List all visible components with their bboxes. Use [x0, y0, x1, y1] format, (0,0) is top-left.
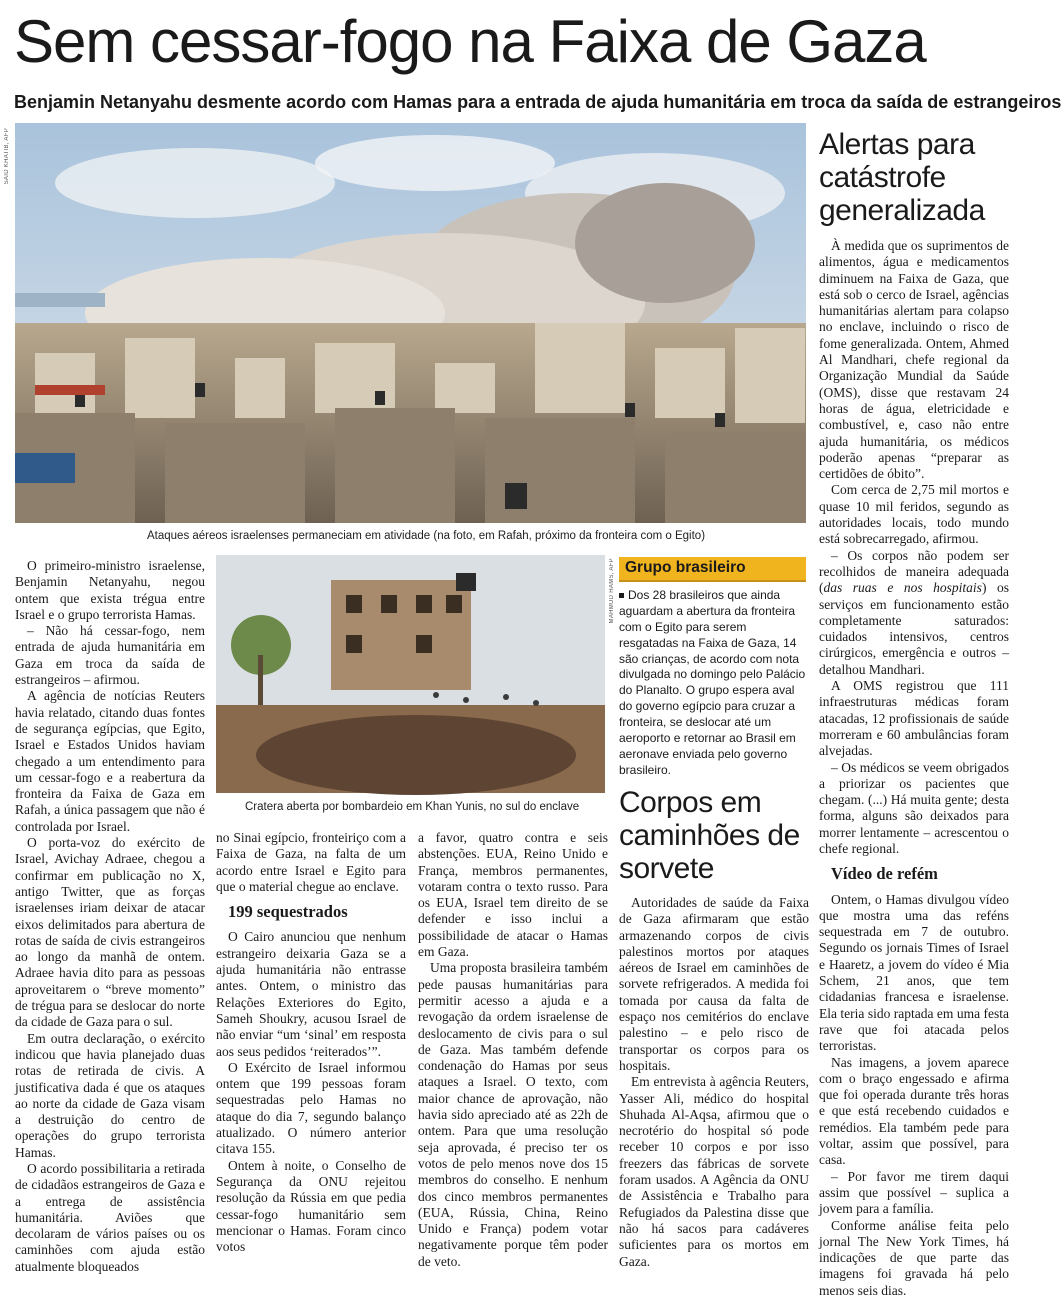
subheadline: Benjamin Netanyahu desmente acordo com Hamas para a entrada de ajuda humanitária em troca da saída de estrangeiros — [14, 92, 1061, 112]
paragraph: Uma proposta brasileira também pede pausas humanitárias para permitir acesso a ajuda e a revogação da ordem israelense de deslocamento de civis para o sul de Gaza. Mas também defende condenação do Hamas por seus ataques a Israel. O texto, com maior chance de aprovação, não havia sido apreciado até as 22h de ontem. Para que uma resolução seja aprovada, é preciso ter os votos de pelo menos nove dos 15 membros do conselho. E nenhum dos cinco membros permanentes (EUA, Rússia, China, Reino Unido e França) podem votar negativamente porque têm poder de veto. — [418, 960, 608, 1269]
paragraph: Com cerca de 2,75 mil mortos e quase 10 mil feridos, segundo as autoridades locais, todo mundo está sobrecarregado, afirmou. — [819, 482, 1009, 547]
paragraph: O Cairo anunciou que nenhum estrangeiro deixaria Gaza se a ajuda humanitária não entrasse antes. Ontem, o ministro das Relações Exteriores do Egito, Sameh Shoukry, acusou Israel de não enviar “um ‘sinal’ em resposta aos seus pedidos ‘reiterados’”. — [216, 929, 406, 1059]
alertas-headline: Alertas para catástrofe generalizada — [819, 128, 985, 227]
paragraph: – Por favor me tirem daqui assim que possível – suplica a jovem para a família. — [819, 1168, 1009, 1217]
paragraph: Em entrevista à agência Reuters, Yasser Ali, médico do hospital Shuhada Al-Aqsa, afirmou que o necrotério do hospital só pode receber 10 corpos e por isso freezers das fábricas de sorvete foram usados. A Agência da ONU de Assistência e Trabalho para Refugiados da Palestina disse que não há sacos para cadáveres suficientes para os mortos em Gaza. — [619, 1074, 809, 1269]
alertas-story — [819, 238, 1009, 1298]
paragraph: Em outra declaração, o exército indicou que havia planejado duas rotas de retirada de civis. A justificativa dada é que os ataques ao norte da cidade de Gaza visam a destruição do centro de operações do grupo terrorista Hamas. — [15, 1030, 205, 1160]
main-photo — [15, 123, 806, 523]
paragraph: Ontem à noite, o Conselho de Segurança da ONU rejeitou resolução da Rússia em que pedia cessar-fogo humanitário sem mencionar o Hamas. Foram cinco votos — [216, 1157, 406, 1255]
crater-caption: Cratera aberta por bombardeio em Khan Yunis, no sul do enclave — [245, 801, 580, 813]
text-run: ) os serviços em funcionamento estão completamente saturados: cuidados intensivos, centros cirúrgicos, emergência e outros – detalhou Mandhari. — [819, 580, 1009, 677]
photo-caption: Ataques aéreos israelenses permaneciam em atividade (na foto, em Rafah, próximo da fronteira com o Egito) — [147, 530, 706, 542]
paragraph: Conforme análise feita pelo jornal The New York Times, há indicações de que parte das imagens foi gravada há pelo menos seis dias. — [819, 1217, 1009, 1298]
paragraph: Ontem, o Hamas divulgou vídeo que mostra uma das reféns sequestrada em 7 de outubro. Segundo os jornais Times of Israel e Haaretz, a jovem do vídeo é Mia Schem, 21 anos, que tem cidadanias francesa e israelense. Ela teria sido raptada em uma festa rave que foi atacada pelos terroristas. — [819, 891, 1009, 1054]
photo-credit: SAID KHATIB, AFP — [4, 128, 10, 185]
paragraph: Autoridades de saúde da Faixa de Gaza afirmaram que estão armazenando corpos de civis palestinos mortos por ataques aéreos de Israel em caminhões de sorvete refrigerados. A medida foi tomada por causa da falta de espaço nos cemitérios do enclave palestino – e pelo risco de transportar os corpos para os hospitais. — [619, 895, 809, 1073]
headline: Sem cessar-fogo na Faixa de Gaza — [14, 8, 926, 75]
paragraph: A OMS registrou que 111 infraestruturas médicas foram atacadas, 12 profissionais de saúde morreram e 60 ambulâncias foram alvejadas. — [819, 678, 1009, 759]
paragraph — [819, 548, 1009, 678]
paragraph: O primeiro-ministro israelense, Benjamin Netanyahu, negou ontem que exista trégua entre Israel e o grupo terrorista Hamas. — [15, 558, 205, 622]
box-title: Grupo brasileiro — [619, 557, 806, 582]
main-story-col3 — [418, 830, 608, 1269]
paragraph: À medida que os suprimentos de alimentos, água e medicamentos diminuem na Faixa de Gaza, que está sob o cerco de Israel, agências humanitárias alertam para colapso no enclave, incluindo o risco de fome generalizada. Ontem, Ahmed Al Mandhari, chefe regional da Organização Mundial da Saúde (OMS), disse que restavam 24 horas de água, eletricidade e combustível, e, caso não entre ajuda humanitária, os médicos poderão apenas “preparar as certidões de óbito”. — [819, 238, 1009, 482]
text-run-italic: das ruas e nos hospitais — [823, 580, 982, 596]
paragraph: A agência de notícias Reuters havia relatado, citando duas fontes de segurança egípcias, que Egito, Israel e Estados Unidos haviam chegado a um entendimento para um cessar-fogo e a reabertura da fronteira da Faixa de Gaza em Rafah, a única passagem que não é controlada por Israel. — [15, 688, 205, 834]
text-run: – Os corpos não podem ser recolhidos de maneira adequada ( — [819, 547, 1009, 596]
box-text: Dos 28 brasileiros que ainda aguardam a abertura da fronteira com o Egito para serem resgatadas na Faixa de Gaza, 14 são crianças, de acordo com nota divulgada no domingo pelo Palácio do Planalto. O grupo espera aval do governo egípcio para cruzar a fronteira, se deslocar até um aeroporto e retornar ao Brasil em aeronave enviada pelo governo brasileiro. — [619, 587, 806, 777]
main-story-col1 — [15, 558, 205, 1274]
paragraph: Nas imagens, a jovem aparece com o braço engessado e afirma que foi operada durante três horas e que está recebendo cuidados e remédios. Ela também pede para voltar, assim que possível, para casa. — [819, 1054, 1009, 1168]
paragraph: – Não há cessar-fogo, nem entrada de ajuda humanitária em Gaza em troca da saída de estrangeiros – afirmou. — [15, 623, 205, 688]
crater-photo — [216, 555, 605, 793]
subhead-sequestrados: 199 sequestrados — [228, 902, 348, 922]
box-text-wrap — [619, 588, 806, 779]
subhead-video: Vídeo de refém — [831, 864, 938, 884]
bullet-square-icon — [619, 593, 624, 598]
paragraph: a favor, quatro contra e seis abstenções. EUA, Reino Unido e França, membros permanentes, votaram contra o texto russo. Para os EUA, Israel tem direito de se defender e isso inclui a possibilidade de atacar o Hamas em Gaza. — [418, 830, 608, 960]
paragraph: O acordo possibilitaria a retirada de cidadãos estrangeiros de Gaza e a entrega de assistência humanitária. Aviões que decolaram de vários países ou os caminhões com ajuda estão atualmente bloqueados — [15, 1160, 205, 1274]
paragraph: – Os médicos se veem obrigados a priorizar os pacientes que chegam. (...) Há muita gente; desta forma, alguns são deixados para morrer lentamente – acrescentou o chefe regional. — [819, 759, 1009, 856]
crater-credit: MAHMUD HAMS, AFP — [609, 558, 615, 624]
corpos-headline: Corpos em caminhões de sorvete — [619, 786, 800, 885]
paragraph: O porta-voz do exército de Israel, Avichay Adraee, chegou a confirmar em publicação no X, antigo Twitter, que as forças israelenses iriam deixar de atacar eixos delimitados para abertura de rotas de saída de civis estrangeiros ao longo da manhã de ontem. Adraee havia dito para as pessoas aproveitarem o “breve momento” de trégua para se deslocar do norte da cidade de Gaza para o sul. — [15, 835, 205, 1030]
paragraph: O Exército de Israel informou ontem que 199 pessoas foram sequestradas pelo Hamas no ataque do dia 7, segundo balanço atualizado. O número anterior citava 155. — [216, 1059, 406, 1157]
paragraph: no Sinai egípcio, fronteiriço com a Faixa de Gaza, na falta de um acordo entre Israel e Egito para que o material chegue ao enclave. — [216, 830, 406, 894]
main-story-col2 — [216, 830, 406, 1255]
corpos-story — [619, 895, 809, 1269]
info-box — [619, 557, 806, 779]
